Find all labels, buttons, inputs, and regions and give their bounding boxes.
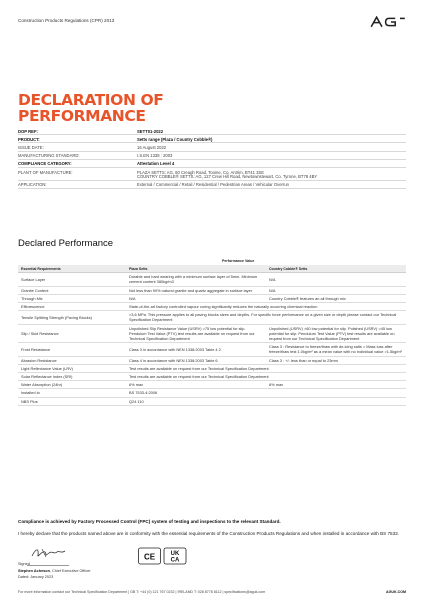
signed-label: Signed [18,562,30,566]
requirement-cell: Frost Resistance [18,343,126,356]
merged-value-cell: Test results are available on request from our Technical Specification Department [126,373,406,381]
info-value: I.S.EN 1338 : 2003 [137,153,173,159]
requirement-cell: Slip / Skid Resistance [18,324,126,343]
title-line-2: PERFORMANCE [18,107,146,125]
table-row [18,311,406,324]
info-key: ISSUE DATE: [18,144,44,150]
title-line-1: DECLARATION OF [18,91,164,109]
info-key: APPLICATION: [18,182,47,188]
ukca-mark-icon [164,548,186,564]
declaration-statement: I hereby declare that the products named above are in conformity with the essential requirements of the Construction Products Regulations and when installed in accordance with BS 7533. [18,531,399,536]
table-row [18,273,406,286]
requirement-cell: Water Absorption (24hr) [18,381,126,389]
table-row [18,294,406,302]
plaza-value-cell: Q24 110 [126,397,266,405]
footer [18,590,406,594]
table-row [18,303,406,311]
plaza-value-cell: Class 3 in accordance with NEN 1338:2003 Table 4 2 [126,343,266,356]
top-bar [18,16,406,30]
merged-value-cell: State-of-the-art factory controlled vapour curing significantly reduces the naturally occurring chemical reaction [126,303,406,311]
requirement-cell: Efflorescence [18,303,126,311]
dated-label: Dated: January 2023 [18,575,54,579]
merged-value-cell: >3.6 MPa. This pressure applies to all paving blocks sizes and depths. For specific force performance on a given size or depth please contact our Technical Specification Department [126,311,406,324]
country-cobble-value-cell: Class 3 : +/- less than or equal to 23mm [266,356,406,364]
plaza-value-cell: Unpolished Slip Resistance Value (USRV) >75 low potential for slip. Pendulum Test Value (PTV) test results are available on request from our Technical Specification Department [126,324,266,343]
signer-name: Stephen Acheson [18,569,50,573]
requirement-cell: Solar Reflectance Index (SRI) [18,373,126,381]
info-row-issue-date [18,143,406,151]
header-essential-requirements: Essential Requirements [18,265,126,273]
table-row [18,286,406,294]
info-key: COMPLIANCE CATEGORY: [18,161,72,167]
requirement-cell: Light Reflectance Value (LRV) [18,364,126,372]
regulation-label: Construction Products Regulations (CPR) 2013 [18,18,115,23]
ce-mark-icon [139,548,161,564]
info-row-standard [18,152,406,160]
country-cobble-value-cell: N/A [266,286,406,294]
ukca-mark-line1: UK [170,551,180,557]
info-value: External / Commercial / Retail / Residential / Pedestrian Areas / Vehicular Overrun [137,182,289,188]
performance-table [18,265,406,406]
country-cobble-value-cell [266,389,406,397]
plaza-value-cell: 6% max [126,381,266,389]
country-cobble-value-cell: Unpolished (USRV) >60 low potential for slip. Polished (USRV) >45 low potential for slip. Pendulum Test Value (PTV) test results are available on request from our Technical Specification Department [266,324,406,343]
merged-value-cell: Test results are available on request from our Technical Specification Department [126,364,406,372]
info-value: 16 August 2022 [137,144,167,150]
requirement-cell: NBS Plus [18,397,126,405]
section-title: Declared Performance [18,238,114,249]
table-row [18,324,406,343]
signer-role: , Chief Executive Officer [49,569,91,573]
page-title [18,92,163,124]
requirement-cell: Installed to [18,389,126,397]
requirement-cell: Through Mix [18,294,126,302]
ce-mark-text: CE [143,552,156,562]
table-row [18,389,406,397]
info-key: PRODUCT: [18,136,40,142]
country-cobble-value-cell: 6% max [266,381,406,389]
header-country-cobble-setts: Country Cobble® Setts [266,265,406,273]
plaza-value-cell: Not less than 90% natural granite and quartz aggregate in surface layer [126,286,266,294]
requirement-cell: Surface Layer [18,273,126,286]
footer-contact: For more information contact our Technical Specification Department | GB T: +44 (0) 121 767 0232 | IRELAND T: 028 8778 8112 | specifications@aguk.com [18,590,266,594]
ag-logo-icon [370,16,406,28]
table-row [18,364,406,372]
signature-icon [30,546,72,560]
info-value-second: COUNTRY COBBLE® SETTS: AG, 127 Crew Hill Road, Newtownstewart, Co. Tyrone, BT78 4BY [137,174,318,180]
compliance-statement: Compliance is achieved by Factory Processed Control (FPC) system of testing and inspections to the relevant Standard. [18,519,281,524]
info-row-compliance-category [18,160,406,168]
plaza-value-cell: Class 4 in accordance with NEN 1338:2003 Table 6 [126,356,266,364]
requirement-cell: Granite Content [18,286,126,294]
country-cobble-value-cell: Class 3 : Resistance to freeze/thaw with de-icing salts = Mass loss after freeze/thaw test 1.0kg/m² as a mean value with no individual value >1.5kg/m² [266,343,406,356]
info-row-dop-ref [18,127,406,135]
info-row-application [18,181,406,189]
plaza-value-cell: N/A [126,294,266,302]
requirement-cell: Abrasion Resistance [18,356,126,364]
table-row [18,343,406,356]
info-row-product [18,135,406,143]
info-value: SETT01-2022 [137,128,164,134]
product-info [18,127,406,189]
plaza-value-cell: BS 7533-4:2006 [126,389,266,397]
info-key: MANUFACTURING STANDARD: [18,153,80,159]
ukca-mark-line2: CA [170,557,180,564]
info-row-plant [18,168,406,181]
info-key: PLANT OF MANUFACTURE: [18,169,73,175]
website-link[interactable]: AGUK.COM [386,590,406,594]
table-row [18,373,406,381]
signature-line [27,565,69,566]
certification-marks [138,546,190,566]
table-header-row [18,265,406,273]
plaza-value-cell: Durable and hard wearing with a minimum surface layer of 5mm. Minimum cement content 380kg/m3 [126,273,266,286]
table-row [18,356,406,364]
info-value: Attestation Level 4 [137,161,175,167]
country-cobble-value-cell [266,397,406,405]
country-cobble-value-cell: N/A [266,273,406,286]
info-value: Setts range (Plaza / Country Cobble®) [137,136,213,142]
header-plaza-setts: Plaza Setts [126,265,266,273]
info-value: PLAZA SETTS: AG, 60 Creagh Road, Toome, Co. Antrim, BT41 3SE [137,169,265,175]
table-row [18,381,406,389]
signer [18,569,91,573]
info-key: DOP REF: [18,128,38,134]
requirement-cell: Tensile Splitting Strength (Paving Blocks) [18,311,126,324]
country-cobble-value-cell: Country Cobble® features an all through mix [266,294,406,302]
table-body [18,273,406,406]
table-row [18,397,406,405]
document-page: Construction Products Regulations (CPR) 2013 DECLARATION OF PERFORMANCE DOP REF: SETT01-2022 PRODUCT: Setts range (Plaza / Country Cobble®) ISSUE DATE: 16 August 2022 MANUFACTURING STANDARD: I.S.EN 1338 : 2003 COMPLIANCE CATEGORY: Attestation Level 4 PLANT OF MANUFACTURE: PLAZA SETTS: AG, 60 Creagh Road, Toome, Co. Antrim, BT41 3SE COUNTRY COBBLE® SETTS: AG, 127 Crew Hill Road, Newtownstewart, Co. Tyrone, BT78 4BY APPLICATION: External / Commercial / Retail / Residential / Pedestrian Areas / Vehicular Overrun Declared Performance Performance Value Essential Requirements Plaza Setts Country Cobble® Setts Surface Layer Durable and hard wearing with a minimum surface layer of 5mm. Minimum cement content 380kg/m3 N/A Granite Content Not less than 90% natural granite and quartz aggregate in surface layer N/A Through Mix N/A Country Cobble® features an all through mix Efflorescence State-of-the-art factory controlled vapour curing significantly reduces the naturally occurring chemical reaction Tensile Splitting Strength (Paving Blocks) >3.6 MPa. This pressure applies to all paving blocks sizes and depths. For specific force performance on a given size or depth please contact our Technical Specification Department Slip / Skid Resistance Unpolished Slip Resistance Value (USRV) >75 low potential for slip. Pendulum Test Value (PTV) test results are available on request from our Technical Specification Department Unpolished (USRV) >60 low potential for slip. Polished (USRV) >45 low potential for slip. Pendulum Test Value (PTV) test results are available on request from our Technical Specification Department Frost Resistance Class 3 in accordance with NEN 1338:2003 Table 4 2 Class 3 : Resistance to freeze/thaw with de-icing salts = Mass loss after freeze/thaw test 1.0kg/m² as a mean value with no individual value >1.5kg/m² Abrasion Resistance Class 4 in accordance with NEN 1338:2003 Table 6 Class 3 : +/- less than or equal to 23mm Light Reflectance Value (LRV) Test results are available on request from our Technical Specification Department Solar Reflectance Index (SRI) Test results are available on request from our Technical Specification Department Water Absorption (24hr) 6% max 6% max Installed to BS 7533-4:2006 NBS Plus Q24 110 Compliance is achieved by Factory Processed Control (FPC) system of testing and inspections to the relevant Standard. I hereby declare that the products named above are in conformity with the essential requirements of the Construction Products Regulations and when installed in accordance with BS 7533. Signed Stephen Acheson, Chief Executive Officer Dated: January 2023 CE UK CA For more information contact our Technical Specification Department | GB T: +44 (0) 121 767 0232 | IRELAND T: 028 8778 8112 | specifications@aguk.com AGUK.COM [18,18,406,594]
